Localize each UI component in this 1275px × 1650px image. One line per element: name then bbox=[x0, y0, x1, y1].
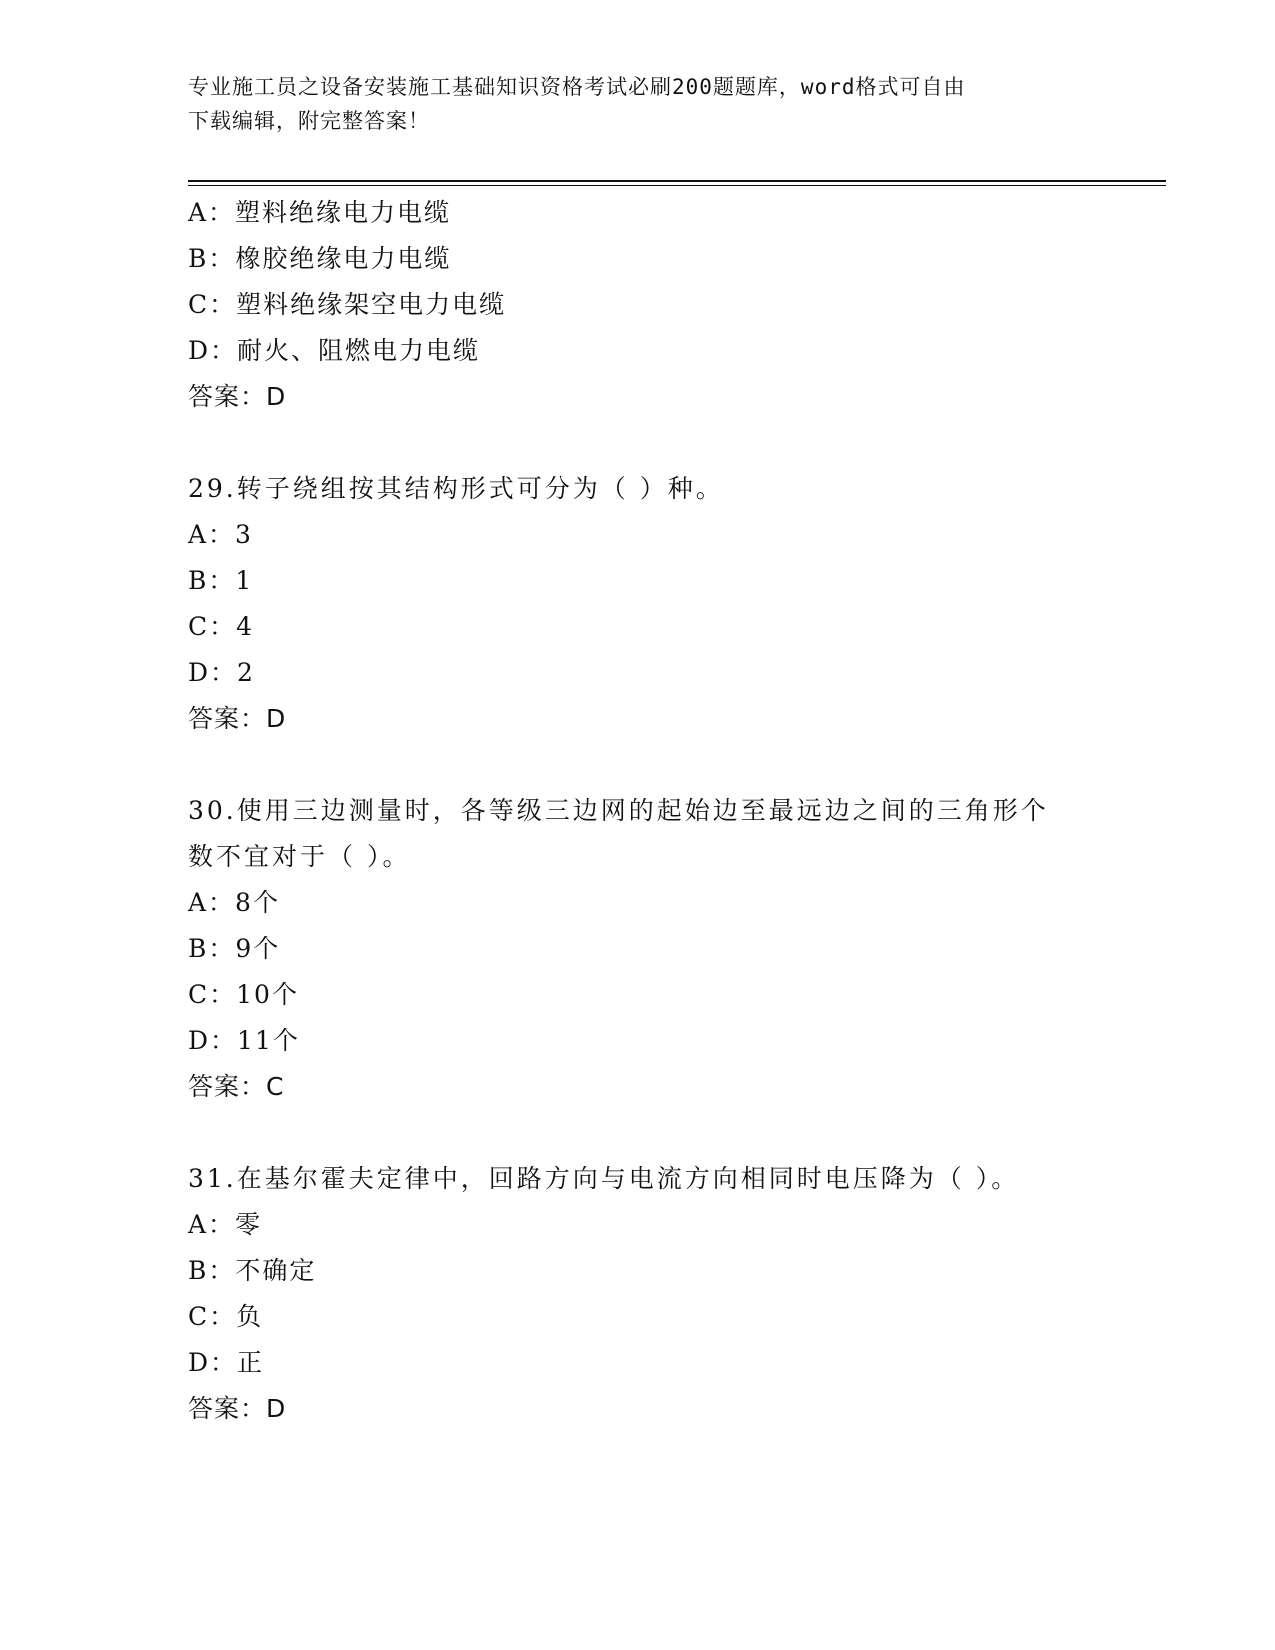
answer: 答案：D bbox=[188, 704, 287, 733]
question-29 bbox=[188, 466, 1148, 742]
option-d: D：2 bbox=[188, 658, 255, 687]
header-line-2: 下载编辑，附完整答案！ bbox=[188, 109, 430, 133]
document-header bbox=[188, 70, 1088, 138]
question-31 bbox=[188, 1156, 1148, 1432]
option-b: B：9个 bbox=[188, 934, 281, 963]
header-divider-thick bbox=[188, 180, 1166, 182]
option-d: D：耐火、阻燃电力电缆 bbox=[188, 336, 481, 365]
question-list bbox=[188, 190, 1148, 1432]
option-c: C：负 bbox=[188, 1302, 264, 1331]
option-d: D：正 bbox=[188, 1348, 265, 1377]
question-text-line-2: 数不宜对于（ ）。 bbox=[188, 842, 411, 871]
option-b: B：橡胶绝缘电力电缆 bbox=[188, 244, 452, 273]
option-c: C：10个 bbox=[188, 980, 299, 1009]
option-a: A：塑料绝缘电力电缆 bbox=[188, 198, 452, 227]
option-a: A：零 bbox=[188, 1210, 263, 1239]
answer: 答案：D bbox=[188, 1394, 287, 1423]
option-a: A：8个 bbox=[188, 888, 280, 917]
spacer bbox=[188, 742, 1148, 788]
question-text: 29.转子绕组按其结构形式可分为（ ）种。 bbox=[188, 474, 724, 503]
option-b: B：1 bbox=[188, 566, 254, 595]
spacer bbox=[188, 420, 1148, 466]
option-d: D：11个 bbox=[188, 1026, 300, 1055]
option-b: B：不确定 bbox=[188, 1256, 317, 1285]
option-a: A：3 bbox=[188, 520, 253, 549]
option-c: C：塑料绝缘架空电力电缆 bbox=[188, 290, 507, 319]
answer: 答案：C bbox=[188, 1072, 285, 1101]
question-text: 31.在基尔霍夫定律中，回路方向与电流方向相同时电压降为（ ）。 bbox=[188, 1164, 1020, 1193]
header-divider-thin bbox=[188, 185, 1166, 186]
spacer bbox=[188, 1110, 1148, 1156]
question-28 bbox=[188, 190, 1148, 420]
answer: 答案：D bbox=[188, 382, 287, 411]
option-c: C：4 bbox=[188, 612, 255, 641]
question-30 bbox=[188, 788, 1148, 1110]
question-text-line-1: 30.使用三边测量时，各等级三边网的起始边至最远边之间的三角形个 bbox=[188, 796, 1049, 825]
header-line-1: 专业施工员之设备安装施工基础知识资格考试必刷200题题库，word格式可自由 bbox=[188, 75, 966, 99]
